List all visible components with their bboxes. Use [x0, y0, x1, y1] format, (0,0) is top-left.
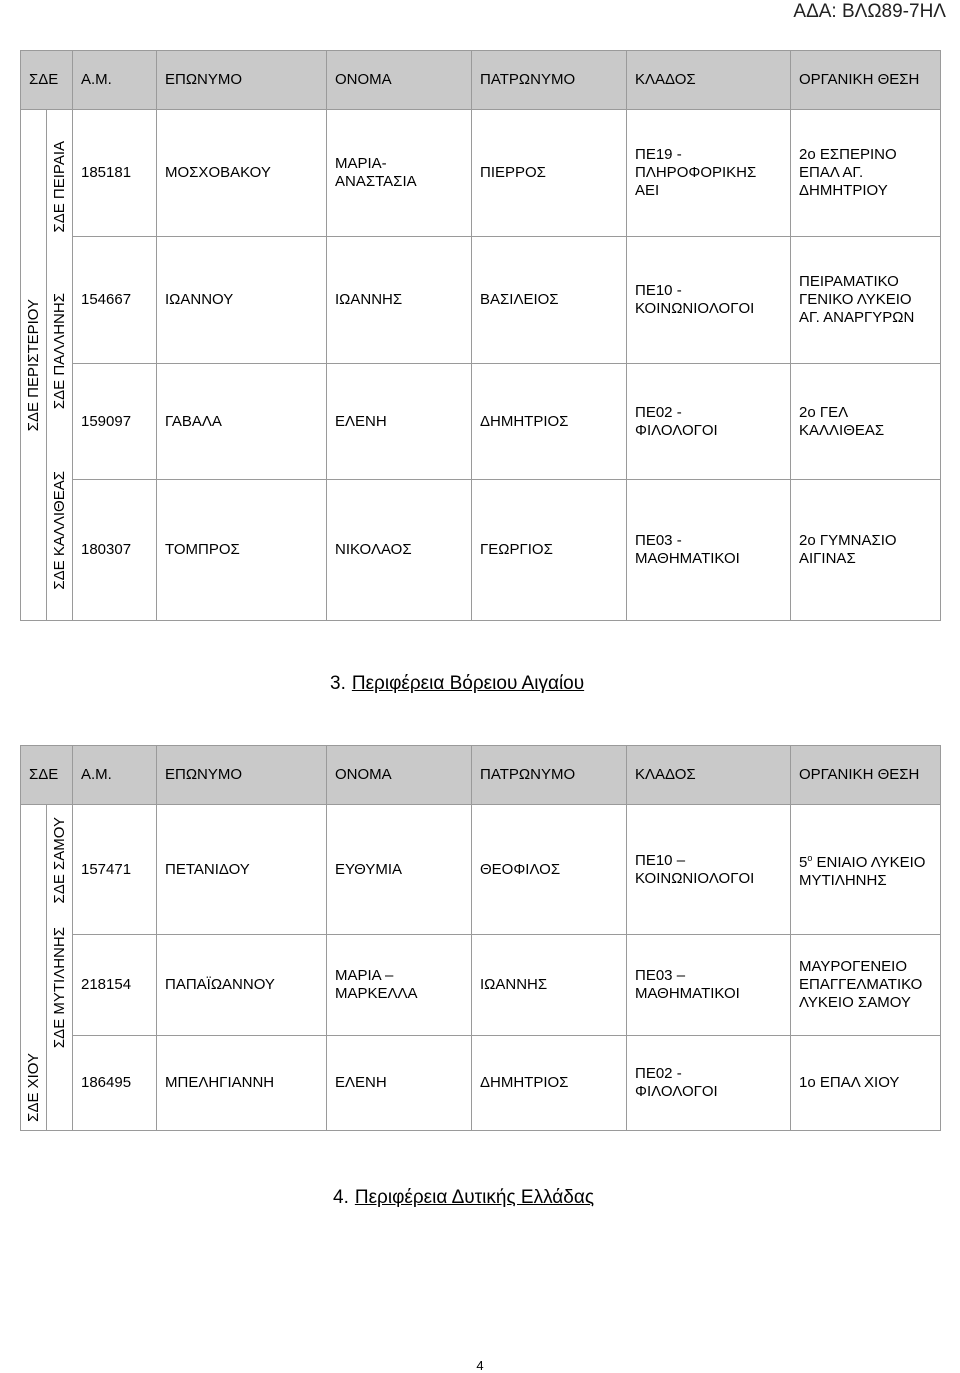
sde-column — [21, 805, 73, 1131]
col-header-position: ΟΡΓΑΝΙΚΗ ΘΕΣΗ — [791, 51, 941, 110]
col-header-father: ΠΑΤΡΩΝΥΜΟ — [472, 51, 627, 110]
sde-label-samos: ΣΔΕ ΣΑΜΟΥ — [50, 816, 68, 904]
table-row — [21, 237, 941, 364]
col-header-name: ΟΝΟΜΑ — [327, 746, 472, 805]
page-number: 4 — [476, 1358, 484, 1373]
sde-label-chios: ΣΔΕ ΧΙΟΥ — [24, 1053, 42, 1122]
cell-father: ΒΑΣΙΛΕΙΟΣ — [472, 237, 627, 364]
col-header-am: Α.Μ. — [73, 746, 157, 805]
table-header-row — [21, 746, 941, 805]
cell-name: ΝΙΚΟΛΑΟΣ — [327, 479, 472, 620]
ada-watermark: ΑΔΑ: ΒΛΩ89-7ΗΛ — [793, 1, 946, 22]
cell-position: 1ο ΕΠΑΛ ΧΙΟΥ — [791, 1035, 941, 1130]
cell-am: 154667 — [73, 237, 157, 364]
cell-name: ΕΥΘΥΜΙΑ — [327, 805, 472, 935]
cell-surname: ΓΑΒΑΛΑ — [157, 364, 327, 479]
cell-name: ΙΩΑΝΝΗΣ — [327, 237, 472, 364]
cell-position: 2ο ΓΕΛ ΚΑΛΛΙΘΕΑΣ — [791, 364, 941, 479]
sde-label-kallithea: ΣΔΕ ΚΑΛΛΙΘΕΑΣ — [50, 470, 68, 590]
cell-surname: ΜΠΕΛΗΓΙΑΝΝΗ — [157, 1035, 327, 1130]
col-header-father: ΠΑΤΡΩΝΥΜΟ — [472, 746, 627, 805]
table-row — [21, 110, 941, 237]
col-header-surname: ΕΠΩΝΥΜΟ — [157, 746, 327, 805]
table-header-row — [21, 51, 941, 110]
cell-am: 180307 — [73, 479, 157, 620]
cell-father: ΠΙΕΡΡΟΣ — [472, 110, 627, 237]
cell-branch: ΠΕ03 – ΜΑΘΗΜΑΤΙΚΟΙ — [627, 935, 791, 1035]
sde-label-pallini: ΣΔΕ ΠΑΛΛΗΝΗΣ — [50, 293, 68, 410]
sde-label-peristeri: ΣΔΕ ΠΕΡΙΣΤΕΡΙΟΥ — [24, 298, 42, 432]
table-attica — [20, 50, 941, 621]
cell-branch: ΠΕ02 - ΦΙΛΟΛΟΓΟΙ — [627, 1035, 791, 1130]
section-3-heading — [330, 672, 584, 696]
cell-surname: ΠΑΠΑΪΩΑΝΝΟΥ — [157, 935, 327, 1035]
cell-branch: ΠΕ10 - ΚΟΙΝΩΝΙΟΛΟΓΟΙ — [627, 237, 791, 364]
cell-father: ΙΩΑΝΝΗΣ — [472, 935, 627, 1035]
cell-surname: ΤΟΜΠΡΟΣ — [157, 479, 327, 620]
sde-column — [21, 110, 73, 621]
col-header-surname: ΕΠΩΝΥΜΟ — [157, 51, 327, 110]
cell-am: 157471 — [73, 805, 157, 935]
cell-position: ΜΑΥΡΟΓΕΝΕΙΟ ΕΠΑΓΓΕΛΜΑΤΙΚΟ ΛΥΚΕΙΟ ΣΑΜΟΥ — [791, 935, 941, 1035]
col-header-sde: ΣΔΕ — [21, 51, 73, 110]
cell-am: 185181 — [73, 110, 157, 237]
col-header-position: ΟΡΓΑΝΙΚΗ ΘΕΣΗ — [791, 746, 941, 805]
cell-father: ΓΕΩΡΓΙΟΣ — [472, 479, 627, 620]
cell-am: 186495 — [73, 1035, 157, 1130]
cell-position: 2ο ΕΣΠΕΡΙΝΟ ΕΠΑΛ ΑΓ. ΔΗΜΗΤΡΙΟΥ — [791, 110, 941, 237]
table-row — [21, 1035, 941, 1130]
table-row — [21, 805, 941, 935]
cell-position: $5^o$ ΕΝΙΑΙΟ ΛΥΚΕΙΟ ΜΥΤΙΛΗΝΗΣ — [791, 805, 941, 935]
cell-surname: ΠΕΤΑΝΙΔΟΥ — [157, 805, 327, 935]
table-row — [21, 935, 941, 1035]
cell-branch: ΠΕ19 - ΠΛΗΡΟΦΟΡΙΚΗΣ ΑΕΙ — [627, 110, 791, 237]
cell-surname: ΜΟΣΧΟΒΑΚΟΥ — [157, 110, 327, 237]
cell-branch: ΠΕ02 - ΦΙΛΟΛΟΓΟΙ — [627, 364, 791, 479]
sde-label-peiraia: ΣΔΕ ΠΕΙΡΑΙΑ — [50, 140, 68, 233]
col-header-name: ΟΝΟΜΑ — [327, 51, 472, 110]
section-3-title: Περιφέρεια Βόρειου Αιγαίου — [351, 673, 585, 694]
cell-surname: ΙΩΑΝΝΟΥ — [157, 237, 327, 364]
cell-name: ΕΛΕΝΗ — [327, 1035, 472, 1130]
section-4-title: Περιφέρεια Δυτικής Ελλάδας — [354, 1187, 594, 1208]
col-header-sde: ΣΔΕ — [21, 746, 73, 805]
table-north-aegean — [20, 745, 941, 1131]
cell-name: ΕΛΕΝΗ — [327, 364, 472, 479]
col-header-branch: ΚΛΑΔΟΣ — [627, 51, 791, 110]
col-header-am: Α.Μ. — [73, 51, 157, 110]
table-row — [21, 479, 941, 620]
cell-am: 218154 — [73, 935, 157, 1035]
col-header-branch: ΚΛΑΔΟΣ — [627, 746, 791, 805]
cell-father: ΘΕΟΦΙΛΟΣ — [472, 805, 627, 935]
cell-father: ΔΗΜΗΤΡΙΟΣ — [472, 364, 627, 479]
table-row — [21, 364, 941, 479]
cell-name: ΜΑΡΙΑ- ΑΝΑΣΤΑΣΙΑ — [327, 110, 472, 237]
cell-position: 2ο ΓΥΜΝΑΣΙΟ ΑΙΓΙΝΑΣ — [791, 479, 941, 620]
cell-am: 159097 — [73, 364, 157, 479]
section-3-number: 3. — [330, 673, 346, 694]
cell-branch: ΠΕ10 – ΚΟΙΝΩΝΙΟΛΟΓΟΙ — [627, 805, 791, 935]
cell-branch: ΠΕ03 - ΜΑΘΗΜΑΤΙΚΟΙ — [627, 479, 791, 620]
section-4-number: 4. — [333, 1187, 349, 1208]
cell-father: ΔΗΜΗΤΡΙΟΣ — [472, 1035, 627, 1130]
sde-label-mytilini: ΣΔΕ ΜΥΤΙΛΗΝΗΣ — [50, 927, 68, 1049]
cell-position: ΠΕΙΡΑΜΑΤΙΚΟ ΓΕΝΙΚΟ ΛΥΚΕΙΟ ΑΓ. ΑΝΑΡΓΥΡΩΝ — [791, 237, 941, 364]
section-4-heading — [333, 1186, 594, 1210]
cell-name: ΜΑΡΙΑ – ΜΑΡΚΕΛΛΑ — [327, 935, 472, 1035]
